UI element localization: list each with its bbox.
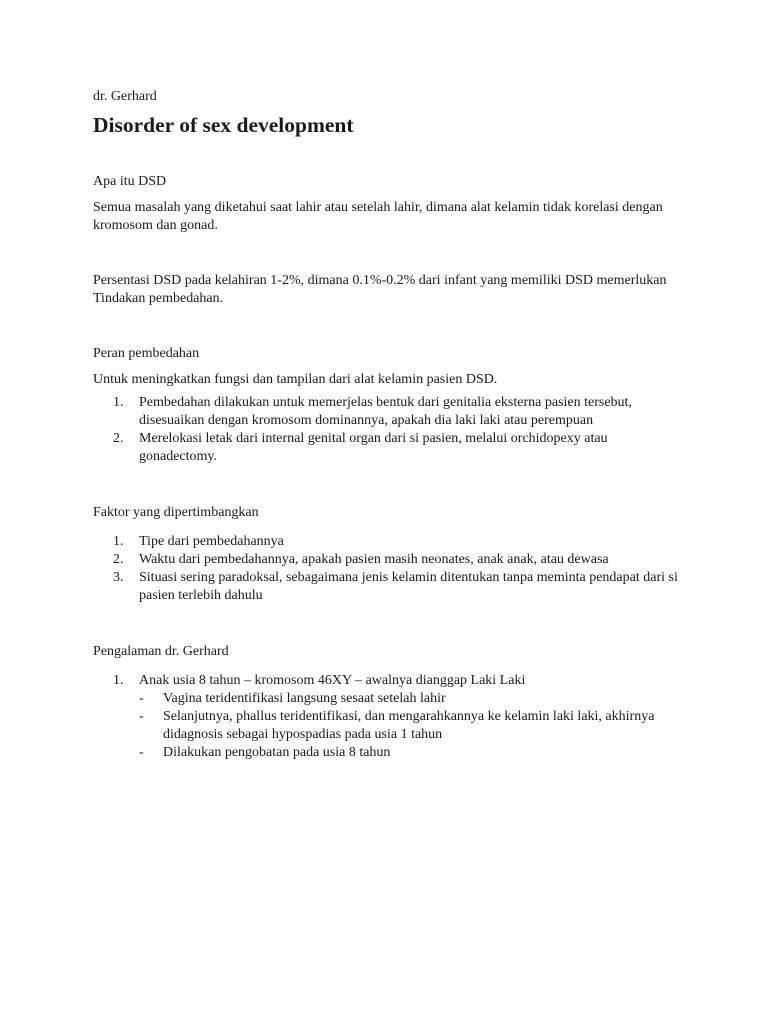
section-text-apa-itu-dsd: Semua masalah yang diketahui saat lahir atau setelah lahir, dimana alat kelamin tidak korelasi dengan kromosom dan gonad. bbox=[93, 200, 663, 233]
dash-mark: - bbox=[139, 745, 144, 760]
sublist-item-text: Dilakukan pengobatan pada usia 8 tahun bbox=[163, 745, 391, 760]
author-line: dr. Gerhard bbox=[93, 89, 157, 104]
list-item-text: Anak usia 8 tahun – kromosom 46XY – awalnya dianggap Laki Laki bbox=[139, 673, 526, 688]
spacer bbox=[93, 466, 683, 504]
list-number: 2. bbox=[113, 431, 124, 446]
section-heading-peran-pembedahan: Peran pembedahan bbox=[93, 346, 200, 361]
list-number: 3. bbox=[113, 570, 124, 585]
sublist-item bbox=[139, 744, 683, 762]
list-item-text: Waktu dari pembedahannya, apakah pasien masih neonates, anak anak, atau dewasa bbox=[139, 552, 609, 567]
sublist-item bbox=[139, 708, 683, 744]
list-number: 1. bbox=[113, 673, 124, 688]
spacer bbox=[93, 605, 683, 643]
list-item bbox=[93, 394, 683, 430]
numbered-list-pengalaman bbox=[93, 672, 683, 762]
document-title: Disorder of sex development bbox=[93, 113, 354, 137]
document-page bbox=[93, 88, 683, 762]
section-heading-apa-itu-dsd: Apa itu DSD bbox=[93, 174, 167, 189]
sublist-item bbox=[139, 690, 683, 708]
list-number: 1. bbox=[113, 534, 124, 549]
dash-mark: - bbox=[139, 709, 144, 724]
section-heading-faktor: Faktor yang dipertimbangkan bbox=[93, 505, 259, 520]
section-text-peran-pembedahan: Untuk meningkatkan fungsi dan tampilan dari alat kelamin pasien DSD. bbox=[93, 372, 498, 387]
section-text-persentasi: Persentasi DSD pada kelahiran 1-2%, dimana 0.1%-0.2% dari infant yang memiliki DSD memerlukan Tindakan pembedahan. bbox=[93, 273, 667, 306]
list-item-text: Situasi sering paradoksal, sebagaimana jenis kelamin ditentukan tanpa meminta pendapat dari si pasien terlebih dahulu bbox=[139, 570, 678, 603]
list-item bbox=[93, 551, 683, 569]
list-item bbox=[93, 672, 683, 762]
list-item-text: Merelokasi letak dari internal genital organ dari si pasien, melalui orchidopexy atau gonadectomy. bbox=[139, 431, 608, 464]
list-number: 2. bbox=[113, 552, 124, 567]
list-number: 1. bbox=[113, 395, 124, 410]
list-item bbox=[93, 533, 683, 551]
dash-sublist bbox=[139, 690, 683, 762]
list-item-text: Tipe dari pembedahannya bbox=[139, 534, 284, 549]
list-item-text: Pembedahan dilakukan untuk memerjelas bentuk dari genitalia eksterna pasien tersebut, disesuaikan dengan kromosom dominannya, apakah dia laki laki atau perempuan bbox=[139, 395, 632, 428]
sublist-item-text: Selanjutnya, phallus teridentifikasi, dan mengarahkannya ke kelamin laki laki, akhirnya didagnosis sebagai hypospadias pada usia 1 tahun bbox=[163, 709, 655, 742]
section-heading-pengalaman: Pengalaman dr. Gerhard bbox=[93, 644, 229, 659]
list-item bbox=[93, 430, 683, 466]
dash-mark: - bbox=[139, 691, 144, 706]
spacer bbox=[93, 244, 683, 272]
list-item bbox=[93, 569, 683, 605]
numbered-list-peran bbox=[93, 394, 683, 466]
numbered-list-faktor bbox=[93, 533, 683, 605]
spacer bbox=[93, 317, 683, 345]
sublist-item-text: Vagina teridentifikasi langsung sesaat setelah lahir bbox=[163, 691, 446, 706]
